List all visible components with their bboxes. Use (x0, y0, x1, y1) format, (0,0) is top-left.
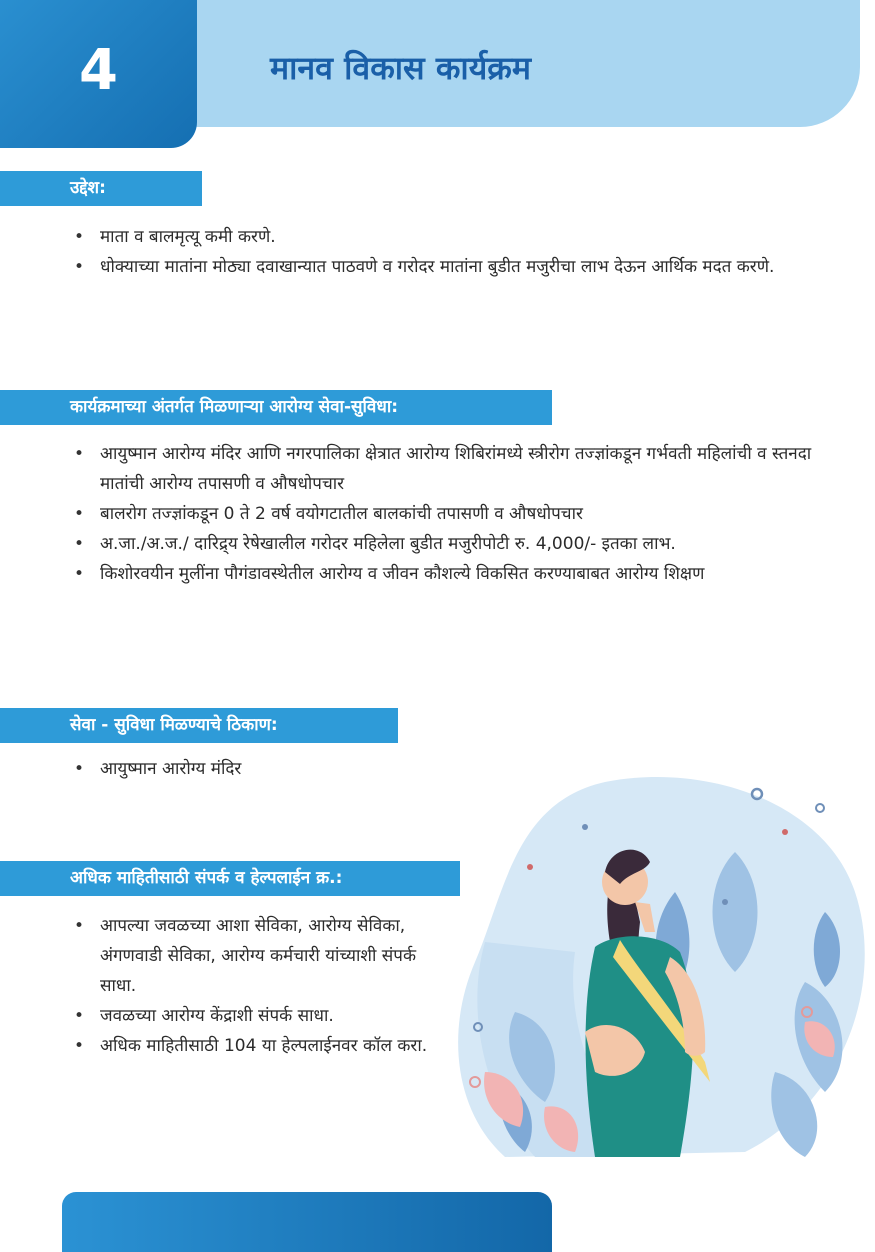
list-item: • जवळच्या आरोग्य केंद्राशी संपर्क साधा. (70, 1001, 430, 1031)
list-item: • किशोरवयीन मुलींना पौगंडावस्थेतील आरोग्य व जीवन कौशल्ये विकसित करण्याबाबत आरोग्य शिक्षण (70, 559, 815, 589)
list-item: • आपल्या जवळच्या आशा सेविका, आरोग्य सेविका, अंगणवाडी सेविका, आरोग्य कर्मचारी यांच्याशी संपर्क साधा. (70, 911, 430, 1001)
objectives-list (70, 222, 790, 282)
section-heading-contact: अधिक माहितीसाठी संपर्क व हेल्पलाईन क्र.: (0, 861, 460, 896)
list-item: • अधिक माहितीसाठी 104 या हेल्पलाईनवर कॉल करा. (70, 1031, 430, 1061)
section-heading-location: सेवा - सुविधा मिळण्याचे ठिकाण: (0, 708, 398, 743)
pregnant-woman-illustration (445, 772, 875, 1162)
list-item: • अ.जा./अ.ज./ दारिद्र्य रेषेखालील गरोदर महिलेला बुडीत मजुरीपोटी रु. 4,000/- इतका लाभ. (70, 529, 815, 559)
section-heading-services: कार्यक्रमाच्या अंतर्गत मिळणाऱ्या आरोग्य सेवा-सुविधा: (0, 390, 552, 425)
list-item: • आयुष्मान आरोग्य मंदिर आणि नगरपालिका क्षेत्रात आरोग्य शिबिरांमध्ये स्त्रीरोग तज्ज्ञांकडून गर्भवती महिलांची व स्तनदा मातांची आरोग्य तपासणी व औषधोपचार (70, 439, 815, 499)
contact-list (70, 911, 430, 1061)
list-item: • बालरोग तज्ज्ञांकडून 0 ते 2 वर्ष वयोगटातील बालकांची तपासणी व औषधोपचार (70, 499, 815, 529)
list-item: • माता व बालमृत्यू कमी करणे. (70, 222, 790, 252)
chapter-number-box (0, 0, 197, 148)
section-heading-objectives: उद्देश: (0, 171, 202, 206)
services-list (70, 439, 815, 589)
footer-bar (62, 1192, 552, 1252)
page-title: मानव विकास कार्यक्रम (270, 49, 531, 87)
chapter-number: 4 (79, 38, 118, 103)
list-item: • धोक्याच्या मातांना मोठ्या दवाखान्यात पाठवणे व गरोदर मातांना बुडीत मजुरीचा लाभ देऊन आर्थिक मदत करणे. (70, 252, 790, 282)
list-item: • आयुष्मान आरोग्य मंदिर (70, 754, 570, 784)
